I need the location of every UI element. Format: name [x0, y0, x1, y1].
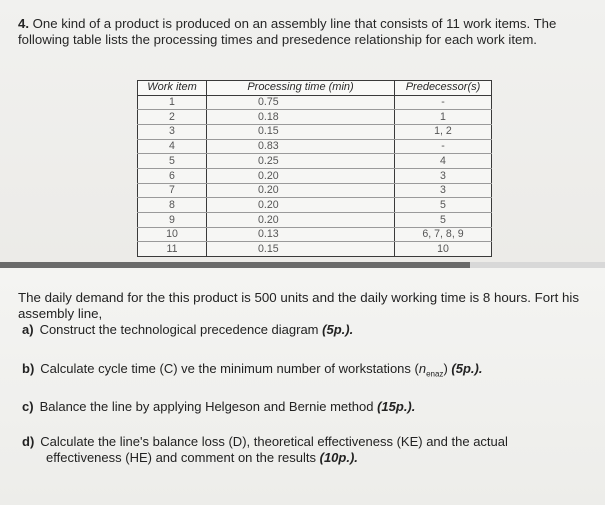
processing-time-cell: 0.75 [207, 95, 395, 110]
header-work-item: Work item [138, 81, 207, 96]
part-b-subscript: enaz [426, 369, 444, 379]
predecessor-cell: 4 [395, 154, 492, 169]
predecessor-cell: 1 [395, 110, 492, 125]
work-item-cell: 5 [138, 154, 207, 169]
predecessor-cell: - [395, 139, 492, 154]
part-b [22, 361, 587, 383]
part-a-text: Construct the technological precedence diagram [39, 322, 319, 337]
part-d-text-1: Calculate the line's balance loss (D), theoretical effectiveness (KE) and the actual [40, 434, 508, 449]
processing-time-cell: 0.83 [207, 139, 395, 154]
predecessor-cell: 6, 7, 8, 9 [395, 227, 492, 242]
predecessor-cell: 10 [395, 242, 492, 257]
table-row [138, 168, 492, 183]
part-a-letter: a) [22, 322, 34, 337]
table-row [138, 110, 492, 125]
processing-time-cell: 0.15 [207, 124, 395, 139]
part-a [22, 322, 587, 338]
processing-time-cell: 0.25 [207, 154, 395, 169]
work-item-table [137, 80, 492, 257]
processing-time-cell: 0.20 [207, 213, 395, 228]
processing-time-cell: 0.20 [207, 168, 395, 183]
work-item-cell: 10 [138, 227, 207, 242]
predecessor-cell: 5 [395, 198, 492, 213]
table-row [138, 213, 492, 228]
header-predecessors: Predecessor(s) [395, 81, 492, 96]
part-a-points: (5p.). [322, 322, 354, 337]
question-text: One kind of a product is produced on an assembly line that consists of 11 work items. The following table lists the processing times and presedence relationship for each work item. [18, 16, 557, 47]
work-item-cell: 8 [138, 198, 207, 213]
predecessor-cell: 1, 2 [395, 124, 492, 139]
part-c-text: Balance the line by applying Helgeson and Bernie method [39, 399, 374, 414]
processing-time-cell: 0.20 [207, 198, 395, 213]
work-item-cell: 7 [138, 183, 207, 198]
part-b-text: Calculate cycle time (C) ve the minimum number of workstations ( [40, 361, 419, 376]
table-row [138, 198, 492, 213]
question-number: 4. [18, 16, 29, 31]
predecessor-cell: - [395, 95, 492, 110]
table-row [138, 242, 492, 257]
work-item-cell: 3 [138, 124, 207, 139]
part-d-points: (10p.). [319, 450, 358, 465]
work-item-cell: 1 [138, 95, 207, 110]
part-c [22, 399, 587, 415]
processing-time-cell: 0.18 [207, 110, 395, 125]
part-d-letter: d) [22, 434, 35, 449]
work-item-cell: 9 [138, 213, 207, 228]
predecessor-cell: 3 [395, 168, 492, 183]
questions-photo [0, 268, 605, 505]
intro-text: The daily demand for the this product is 500 units and the daily working time is 8 hours. Fort his assembly line, [18, 290, 579, 321]
part-d [22, 434, 587, 466]
table-header-row [138, 81, 492, 96]
table-row [138, 139, 492, 154]
work-item-table-wrapper [137, 80, 492, 257]
part-b-text-close: ) [443, 361, 448, 376]
header-processing-time: Processing time (min) [207, 81, 395, 96]
table-body [138, 95, 492, 257]
processing-time-cell: 0.13 [207, 227, 395, 242]
part-b-points: (5p.). [451, 361, 483, 376]
processing-time-cell: 0.20 [207, 183, 395, 198]
processing-time-cell: 0.15 [207, 242, 395, 257]
work-item-cell: 4 [138, 139, 207, 154]
part-b-letter: b) [22, 361, 35, 376]
predecessor-cell: 3 [395, 183, 492, 198]
work-item-cell: 6 [138, 168, 207, 183]
predecessor-cell: 5 [395, 213, 492, 228]
part-c-points: (15p.). [377, 399, 416, 414]
table-row [138, 154, 492, 169]
work-item-cell: 2 [138, 110, 207, 125]
question-header [18, 16, 593, 48]
table-row [138, 183, 492, 198]
part-d-text-2: effectiveness (HE) and comment on the results [46, 450, 316, 465]
part-c-letter: c) [22, 399, 34, 414]
table-row [138, 227, 492, 242]
work-item-cell: 11 [138, 242, 207, 257]
table-row [138, 124, 492, 139]
table-row [138, 95, 492, 110]
part-b-var: n [418, 361, 427, 376]
